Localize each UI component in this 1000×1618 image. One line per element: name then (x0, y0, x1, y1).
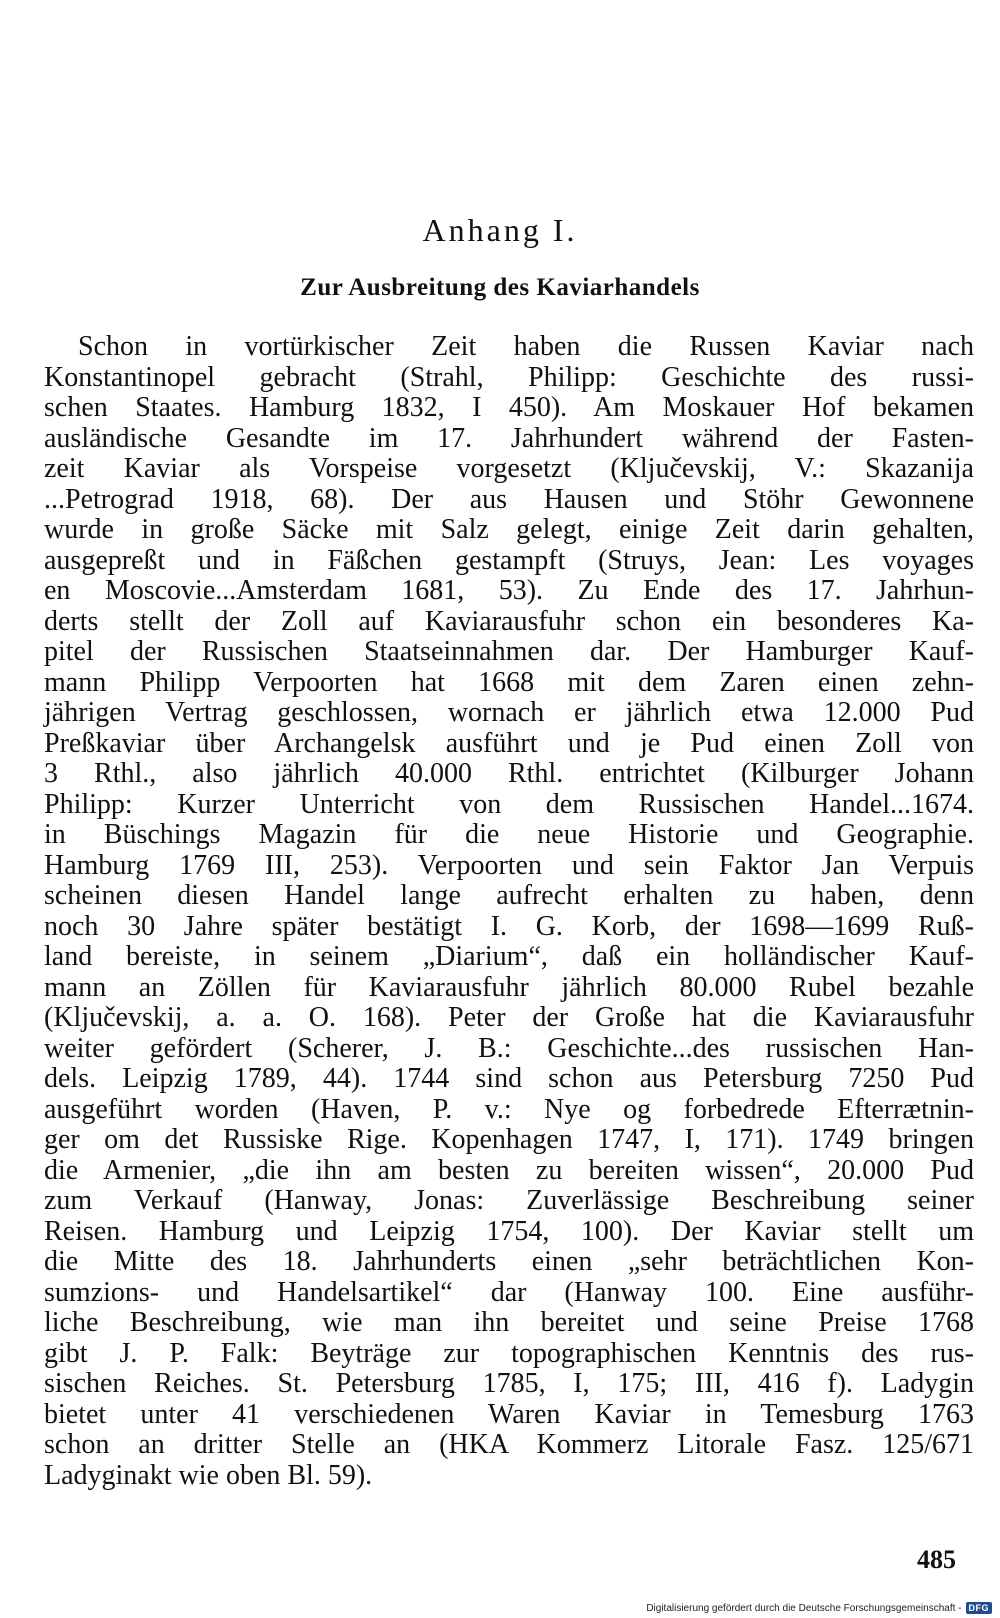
text-line: sischen Reiches. St. Petersburg 1785, I, 175; III, 416 f). Ladygin (44, 1368, 974, 1399)
text-line: Schon in vortürkischer Zeit haben die Russen Kaviar nach (78, 331, 974, 362)
text-line: zum Verkauf (Hanway, Jonas: Zuverlässige Beschreibung seiner (44, 1185, 974, 1216)
text-line: schen Staates. Hamburg 1832, I 450). Am Moskauer Hof bekamen (44, 392, 974, 423)
text-line: wurde in große Säcke mit Salz gelegt, einige Zeit darin gehalten, (44, 514, 974, 545)
text-line: scheinen diesen Handel lange aufrecht erhalten zu haben, denn (44, 880, 974, 911)
text-line: Konstantinopel gebracht (Strahl, Philipp: Geschichte des russi- (44, 361, 974, 393)
digitization-footer (646, 1602, 992, 1614)
text-line: dels. Leipzig 1789, 44). 1744 sind schon aus Petersburg 7250 Pud (44, 1063, 974, 1094)
section-title: Zur Ausbreitung des Kaviarhandels (300, 274, 700, 301)
text-line: 3 Rthl., also jährlich 40.000 Rthl. entrichtet (Kilburger Johann (44, 758, 974, 789)
text-line: liche Beschreibung, wie man ihn bereitet und seine Preise 1768 (44, 1307, 974, 1338)
text-line: in Büschings Magazin für die neue Historie und Geographie. (44, 819, 974, 850)
text-line: sumzions- und Handelsartikel“ dar (Hanway 100. Eine ausführ- (44, 1276, 974, 1308)
page-number: 485 (917, 1545, 956, 1574)
text-line: Philipp: Kurzer Unterricht von dem Russischen Handel...1674. (44, 788, 974, 820)
text-line: mann an Zöllen für Kaviarausfuhr jährlich 80.000 Rubel bezahle (44, 971, 974, 1003)
text-line: pitel der Russischen Staatseinnahmen dar. Der Hamburger Kauf- (44, 636, 974, 667)
text-line: die Mitte des 18. Jahrhunderts einen „sehr beträchtlichen Kon- (44, 1246, 974, 1277)
text-line: Ladyginakt wie oben Bl. 59). (44, 1459, 373, 1491)
text-line: en Moscovie...Amsterdam 1681, 53). Zu Ende des 17. Jahrhun- (44, 575, 974, 606)
text-line: Hamburg 1769 III, 253). Verpoorten und sein Faktor Jan Verpuis (44, 849, 974, 881)
text-line: Preßkaviar über Archangelsk ausführt und je Pud einen Zoll von (44, 727, 974, 759)
body-paragraph (44, 332, 974, 1491)
text-line: ...Petrograd 1918, 68). Der aus Hausen und Stöhr Gewonnene (44, 483, 974, 515)
text-line: weiter gefördert (Scherer, J. B.: Geschichte...des russischen Han- (44, 1032, 974, 1064)
appendix-label: Anhang I. (422, 212, 578, 248)
text-line: ausländische Gesandte im 17. Jahrhundert während der Fasten- (44, 422, 974, 454)
text-line: die Armenier, „die ihn am besten zu bereiten wissen“, 20.000 Pud (44, 1154, 974, 1186)
dfg-logo-icon: DFG (966, 1602, 993, 1614)
text-line: bietet unter 41 verschiedenen Waren Kaviar in Temesburg 1763 (44, 1398, 974, 1430)
text-line: zeit Kaviar als Vorspeise vorgesetzt (Ključevskij, V.: Skazanija (44, 453, 974, 484)
text-line: schon an dritter Stelle an (HKA Kommerz Litorale Fasz. 125/671 (44, 1429, 974, 1460)
text-line: noch 30 Jahre später bestätigt I. G. Korb, der 1698—1699 Ruß- (44, 910, 974, 942)
text-line: land bereiste, in seinem „Diarium“, daß ein holländischer Kauf- (44, 941, 974, 972)
text-line: derts stellt der Zoll auf Kaviarausfuhr schon ein besonderes Ka- (44, 605, 974, 637)
text-line: (Ključevskij, a. a. O. 168). Peter der Große hat die Kaviarausfuhr (44, 1002, 974, 1033)
text-line: mann Philipp Verpoorten hat 1668 mit dem Zaren einen zehn- (44, 666, 974, 698)
text-line: ausgepreßt und in Fäßchen gestampft (Struys, Jean: Les voyages (44, 544, 974, 576)
footer-credit-text: Digitalisierung gefördert durch die Deutsche Forschungsgemeinschaft - (646, 1602, 962, 1614)
text-line: jährigen Vertrag geschlossen, wornach er jährlich etwa 12.000 Pud (44, 697, 974, 728)
text-line: gibt J. P. Falk: Beyträge zur topographischen Kenntnis des rus- (44, 1337, 974, 1369)
text-line: ger om det Russiske Rige. Kopenhagen 1747, I, 171). 1749 bringen (44, 1124, 974, 1155)
text-line: Reisen. Hamburg und Leipzig 1754, 100). Der Kaviar stellt um (44, 1215, 974, 1247)
text-line: ausgeführt worden (Haven, P. v.: Nye og forbedrede Efterrætnin- (44, 1093, 974, 1125)
